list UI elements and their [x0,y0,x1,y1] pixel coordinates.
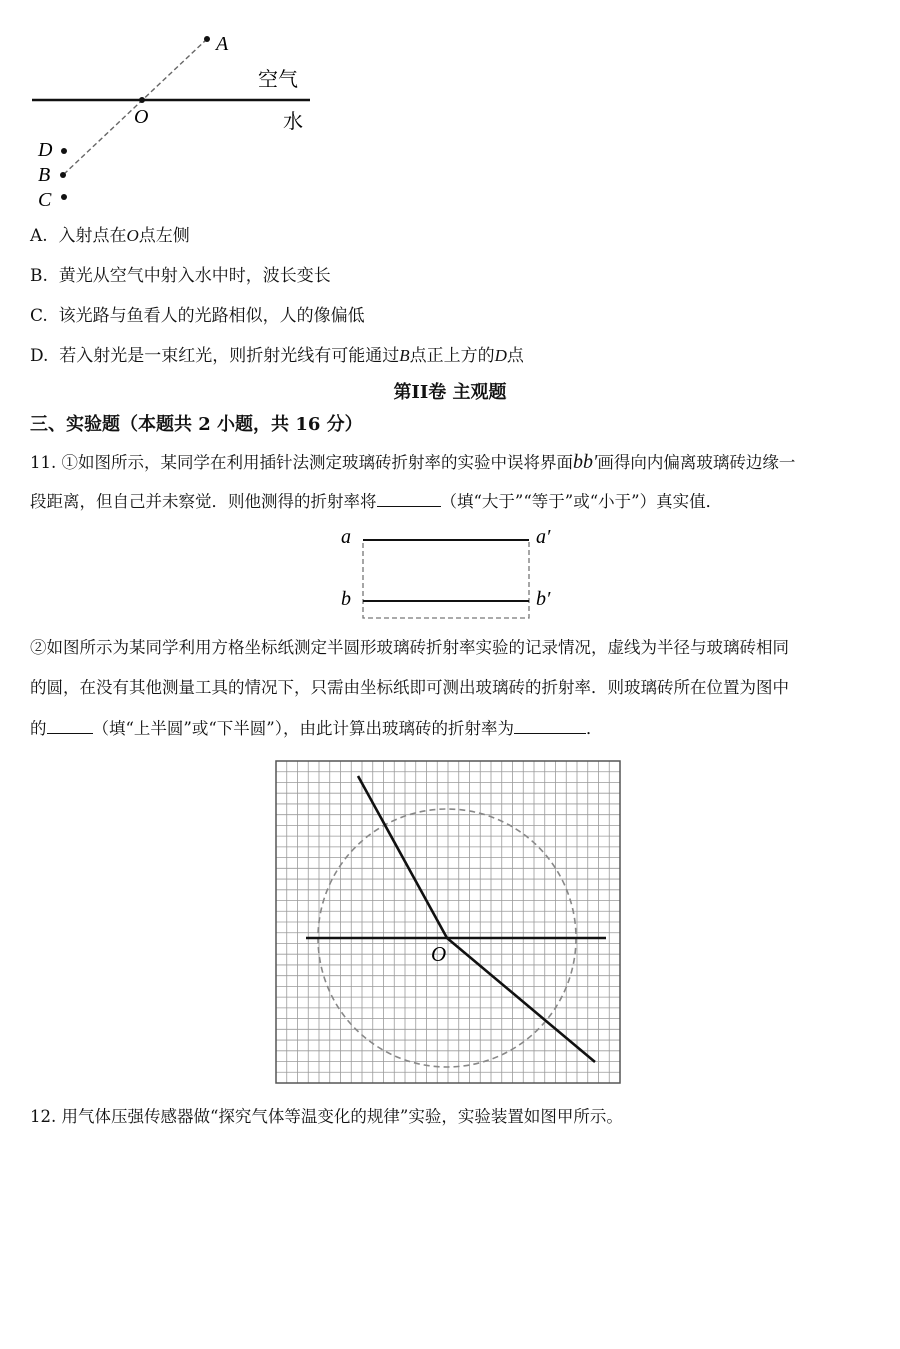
option-d-letter: D. [30,346,49,366]
option-b-text: 黄光从空气中射入水中时，波长变长 [58,266,331,286]
label-A: A [216,33,229,55]
option-c [30,305,365,327]
option-d-post: 点 [506,346,524,366]
q11-line1-post: 画得向内偏离玻璃砖边缘一 [597,453,796,472]
label-a-prime: a′ [536,526,551,548]
q11-part2-line2: 的圆，在没有其他测量工具的情况下，只需由坐标纸即可测出玻璃砖的折射率．则玻璃砖所在位置为图中 [30,678,789,697]
point-C [61,194,67,200]
answer-blank-1[interactable] [377,490,441,507]
label-b: b [341,588,351,610]
q11-line2-post: （填“大于”“等于”或“小于”）真实值． [440,492,723,511]
q11-line1 [30,451,795,474]
option-d-var-d: D [494,346,507,365]
option-d [30,345,524,367]
answer-blank-3[interactable] [514,717,586,734]
glass-block-diagram [330,520,570,620]
option-a [30,225,190,247]
option-a-pre: 入射点在 [58,226,127,246]
label-B: B [38,164,51,186]
option-d-mid: 点正上方的 [409,346,495,366]
label-b-prime: b′ [536,588,551,610]
label-air: 空气 [258,67,298,91]
answer-blank-2[interactable] [47,717,93,734]
option-c-letter: C. [30,306,48,326]
option-a-post: 点左侧 [138,226,190,246]
incident-ray [358,776,447,938]
q11-line1-var: bb′ [573,451,598,473]
glass-block-outline [363,540,529,618]
option-d-pre: 若入射光是一束红光，则折射光线有可能通过 [59,346,400,366]
point-O [139,97,145,103]
q11-line2 [30,490,722,513]
q11-line1-pre: 11. ①如图所示，某同学在利用插针法测定玻璃砖折射率的实验中误将界面 [30,453,573,472]
q11-part2-line3 [30,717,603,740]
point-B [60,172,66,178]
option-d-var-b: B [399,346,410,365]
label-O: O [134,106,149,128]
q11-part2-line1: ②如图所示为某同学利用方格坐标纸测定半圆形玻璃砖折射率实验的记录情况，虚线为半径与玻璃砖相同 [30,638,789,657]
point-D [61,148,67,154]
section-title: 第II卷 主观题 [393,382,507,403]
option-b [30,265,331,287]
point-A [204,36,210,42]
q11-part2-line3-mid: （填“上半圆”或“下半圆”），由此计算出玻璃砖的折射率为 [92,719,514,738]
label-C: C [38,189,52,211]
option-b-letter: B. [30,266,48,286]
option-a-letter: A. [30,226,48,246]
q11-line2-pre: 段距离，但自己并未察觉．则他测得的折射率将 [30,492,377,511]
option-c-text: 该光路与鱼看人的光路相似，人的像偏低 [58,306,365,326]
label-grid-O: O [431,942,447,966]
section3-heading: 三、实验题（本题共 2 小题，共 16 分） [30,414,363,435]
refraction-diagram [20,20,320,215]
label-water: 水 [283,109,303,133]
q12-text: 12. 用气体压强传感器做“探究气体等温变化的规律”实验，实验装置如图甲所示。 [30,1107,623,1126]
grid-lines [276,761,620,1083]
option-a-var: O [126,226,139,245]
label-a: a [341,526,351,548]
q11-part2-line3-post: ． [586,719,603,738]
label-D: D [38,139,53,161]
grid-refraction-diagram [270,755,630,1090]
q11-part2-line3-pre: 的 [30,719,47,738]
